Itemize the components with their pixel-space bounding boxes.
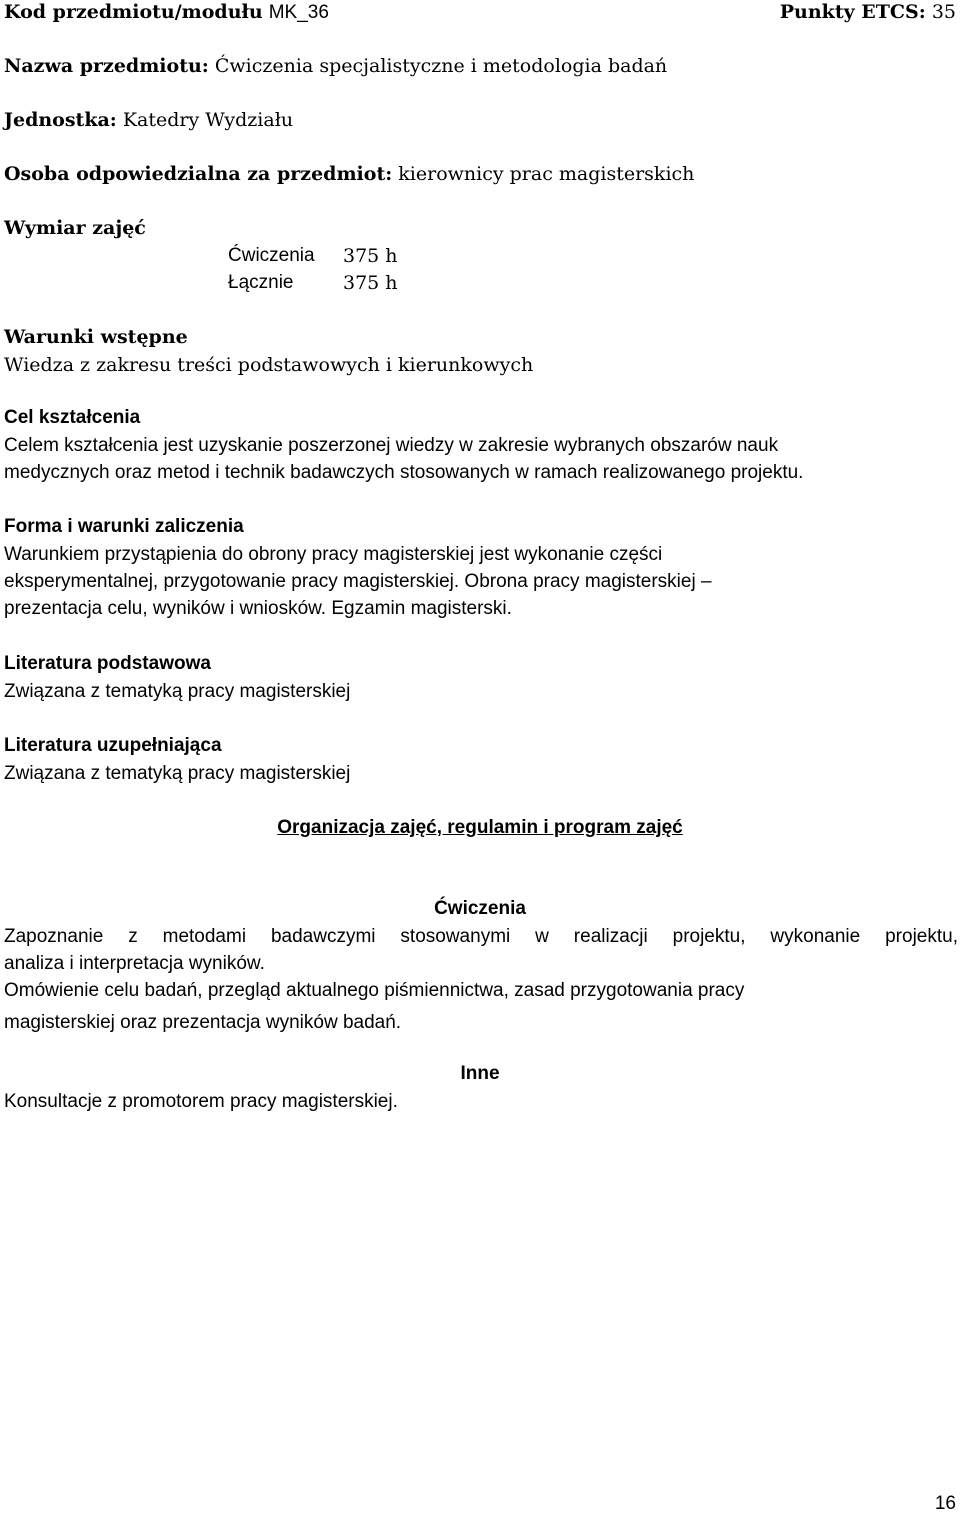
course-name-label: Nazwa przedmiotu:	[4, 55, 209, 77]
course-code-label: Kod przedmiotu/modułu	[4, 1, 263, 23]
exercises-line: Omówienie celu badań, przegląd aktualnego piśmiennictwa, zasad przygotowania pracy	[4, 980, 745, 1001]
prerequisites-text: Wiedza z zakresu treści podstawowych i kierunkowych	[4, 354, 534, 376]
goal-line: medycznych oraz metod i technik badawczych stosowanych w ramach realizowanego projektu.	[4, 462, 804, 483]
exercises-title: Ćwiczenia	[434, 898, 526, 919]
responsible-value: kierownicy prac magisterskich	[398, 163, 695, 185]
unit-label: Jednostka:	[4, 109, 117, 131]
responsible-line	[4, 162, 694, 186]
course-code-value: MK_36	[268, 2, 329, 23]
assessment-line: Warunkiem przystąpienia do obrony pracy magisterskiej jest wykonanie części	[4, 544, 663, 565]
ects-line	[780, 0, 956, 24]
literature-basic-text: Związana z tematyką pracy magisterskiej	[4, 681, 351, 702]
assessment-line: eksperymentalnej, przygotowanie pracy magisterskiej. Obrona pracy magisterskiej –	[4, 571, 712, 592]
responsible-label: Osoba odpowiedzialna za przedmiot:	[4, 163, 393, 185]
assessment-title: Forma i warunki zaliczenia	[4, 516, 244, 537]
assessment-line: prezentacja celu, wyników i wniosków. Egzamin magisterski.	[4, 598, 512, 619]
unit-value: Katedry Wydziału	[122, 109, 294, 131]
literature-supplementary-title: Literatura uzupełniająca	[4, 735, 222, 756]
exercises-line: Zapoznanie z metodami badawczymi stosowanymi w realizacji projektu, wykonanie projektu,	[4, 926, 958, 947]
literature-basic-title: Literatura podstawowa	[4, 653, 211, 674]
organization-title: Organizacja zajęć, regulamin i program zajęć	[277, 817, 683, 838]
unit-line	[4, 108, 293, 132]
ects-label: Punkty ETCS:	[779, 1, 926, 23]
ects-value: 35	[931, 1, 956, 23]
other-text: Konsultacje z promotorem pracy magisterskiej.	[4, 1091, 398, 1112]
literature-supplementary-text: Związana z tematyką pracy magisterskiej	[4, 763, 351, 784]
other-title: Inne	[460, 1063, 500, 1084]
exercises-line: analiza i interpretacja wyników.	[4, 953, 265, 974]
exercises-line: magisterskiej oraz prezentacja wyników badań.	[4, 1012, 402, 1033]
course-name-value: Ćwiczenia specjalistyczne i metodologia badań	[214, 55, 668, 77]
hours-title: Wymiar zajęć	[4, 217, 146, 239]
hours-row-label: Ćwiczenia	[228, 245, 315, 266]
hours-total-label: Łącznie	[228, 272, 294, 293]
course-code-line	[4, 0, 329, 25]
page-number: 16	[934, 1493, 956, 1514]
goal-line: Celem kształcenia jest uzyskanie poszerzonej wiedzy w zakresie wybranych obszarów nauk	[4, 435, 779, 456]
hours-row-value: 375 h	[343, 245, 398, 267]
course-name-line	[4, 54, 667, 78]
hours-total-value: 375 h	[343, 272, 398, 294]
prerequisites-title: Warunki wstępne	[4, 326, 188, 348]
goal-title: Cel kształcenia	[4, 407, 141, 428]
